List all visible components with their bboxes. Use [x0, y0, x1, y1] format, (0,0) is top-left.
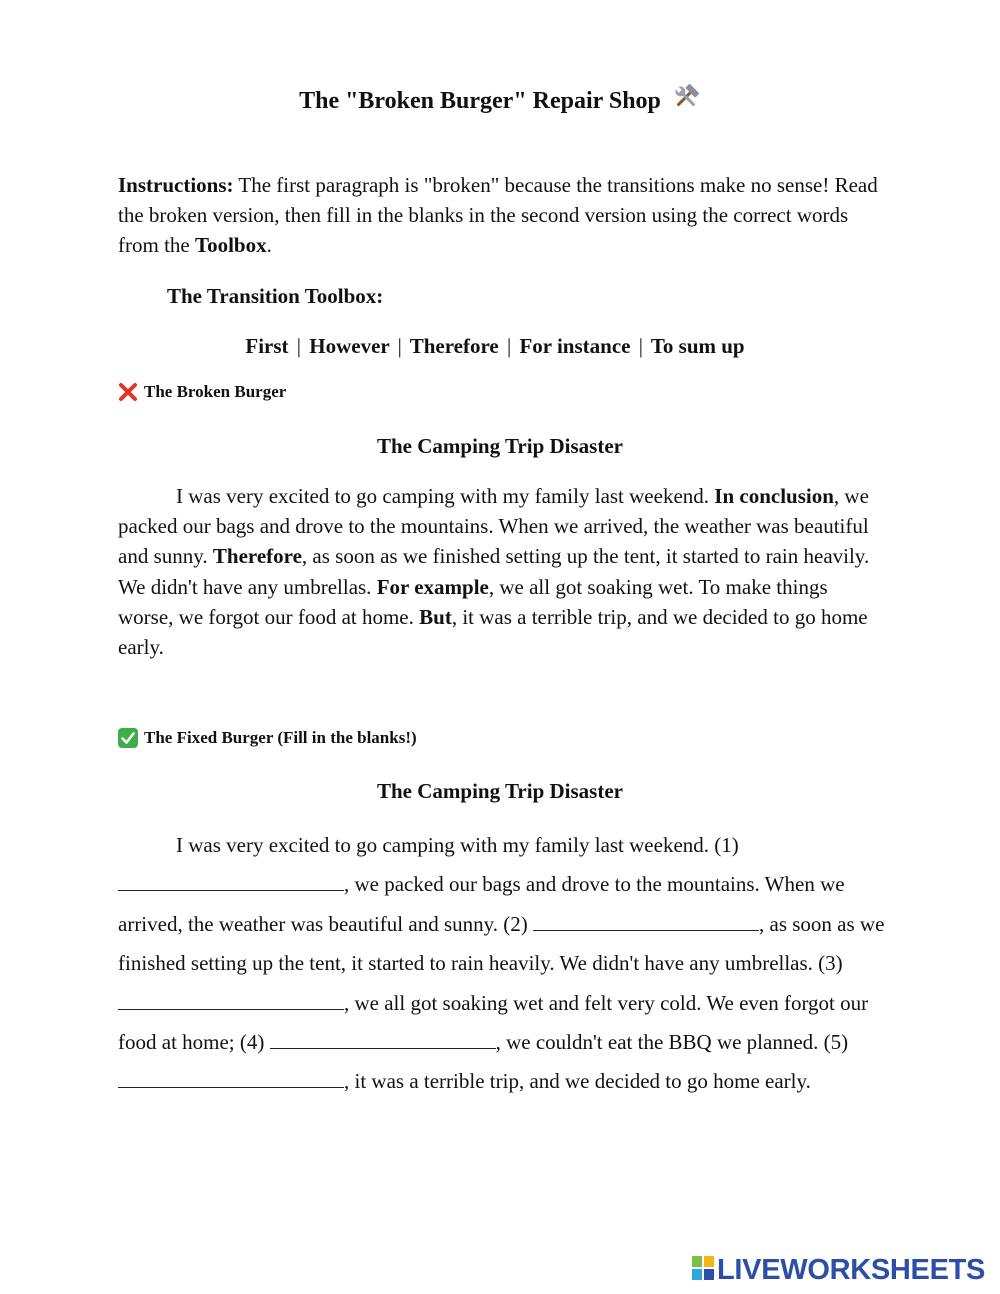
- fixed-text: , as soon as we finished setting up the tent, it started to rain heavily. We didn't have any umbrellas. (3): [118, 911, 885, 976]
- broken-transition: Therefore: [212, 544, 302, 569]
- toolbox-word: Therefore: [409, 334, 499, 358]
- broken-text: , as soon as we finished setting up the tent, it started to rain heavily. We didn't have any umbrellas.: [118, 544, 870, 599]
- page-title-text: The "Broken Burger" Repair Shop: [299, 88, 661, 114]
- toolbox-separator: |: [397, 334, 402, 358]
- page-title: [0, 82, 1000, 121]
- fixed-text: , we all got soaking wet and felt very cold. We even forgot our food at home; (4): [118, 990, 869, 1055]
- fixed-text: , we packed our bags and drove to the mountains. When we arrived, the weather was beautiful and sunny. (2): [118, 872, 845, 936]
- broken-text: , we all got soaking wet. To make things worse, we forgot our food at home.: [118, 574, 828, 629]
- toolbox-word-bank: [0, 332, 990, 360]
- broken-section-label: [118, 381, 286, 403]
- fixed-text: I was very excited to go camping with my family last weekend. (1): [176, 833, 739, 857]
- toolbox-separator: |: [506, 334, 512, 358]
- broken-transition: But: [419, 604, 452, 629]
- liveworksheets-logo-icon: [692, 1256, 714, 1285]
- toolbox-word: However: [309, 334, 390, 358]
- red-cross-icon: [118, 382, 138, 402]
- broken-text: , we packed our bags and drove to the mountains. When we arrived, the weather was beautiful and sunny.: [118, 484, 869, 569]
- toolbox-separator: |: [296, 334, 301, 358]
- hammer-wrench-icon: [671, 82, 701, 121]
- fixed-section-label: [118, 727, 417, 749]
- fixed-section-label-text: The Fixed Burger (Fill in the blanks!): [144, 728, 417, 747]
- toolbox-separator: |: [638, 334, 643, 358]
- broken-transition: For example: [376, 574, 489, 599]
- instructions-text: The first paragraph is "broken" because the transitions make no sense! Read the broken version, then fill in the blanks in the second version using the correct words from the: [118, 173, 878, 257]
- toolbox-word: First: [245, 334, 289, 358]
- blank-input-3[interactable]: [118, 989, 344, 1010]
- broken-text: I was very excited to go camping with my family last weekend.: [176, 484, 715, 508]
- toolbox-word: To sum up: [650, 334, 745, 358]
- broken-text: , it was a terrible trip, and we decided to go home early.: [118, 604, 868, 660]
- instructions: [118, 170, 888, 260]
- blank-input-1[interactable]: [118, 870, 344, 891]
- broken-paragraph: [118, 481, 888, 662]
- green-check-icon: [118, 728, 138, 748]
- fixed-text: , it was a terrible trip, and we decided to go home early.: [344, 1069, 811, 1094]
- instructions-label: Instructions:: [118, 173, 234, 197]
- fixed-text: , we couldn't eat the BBQ we planned. (5): [495, 1030, 849, 1055]
- fixed-story-title: The Camping Trip Disaster: [377, 779, 623, 803]
- fixed-paragraph: [118, 826, 888, 1102]
- blank-input-2[interactable]: [533, 910, 759, 931]
- blank-input-5[interactable]: [118, 1067, 344, 1088]
- broken-story-title: The Camping Trip Disaster: [377, 434, 623, 458]
- toolbox-word: For instance: [519, 334, 631, 358]
- broken-section-label-text: The Broken Burger: [144, 382, 287, 401]
- liveworksheets-logo-text: LIVEWORKSHEETS: [717, 1254, 986, 1286]
- instructions-end: .: [266, 233, 272, 257]
- toolbox-heading: The Transition Toolbox:: [167, 284, 384, 308]
- instructions-toolbox-word: Toolbox: [194, 233, 267, 257]
- blank-input-4[interactable]: [270, 1028, 496, 1049]
- liveworksheets-logo: [692, 1252, 985, 1288]
- broken-transition: In conclusion: [714, 484, 834, 508]
